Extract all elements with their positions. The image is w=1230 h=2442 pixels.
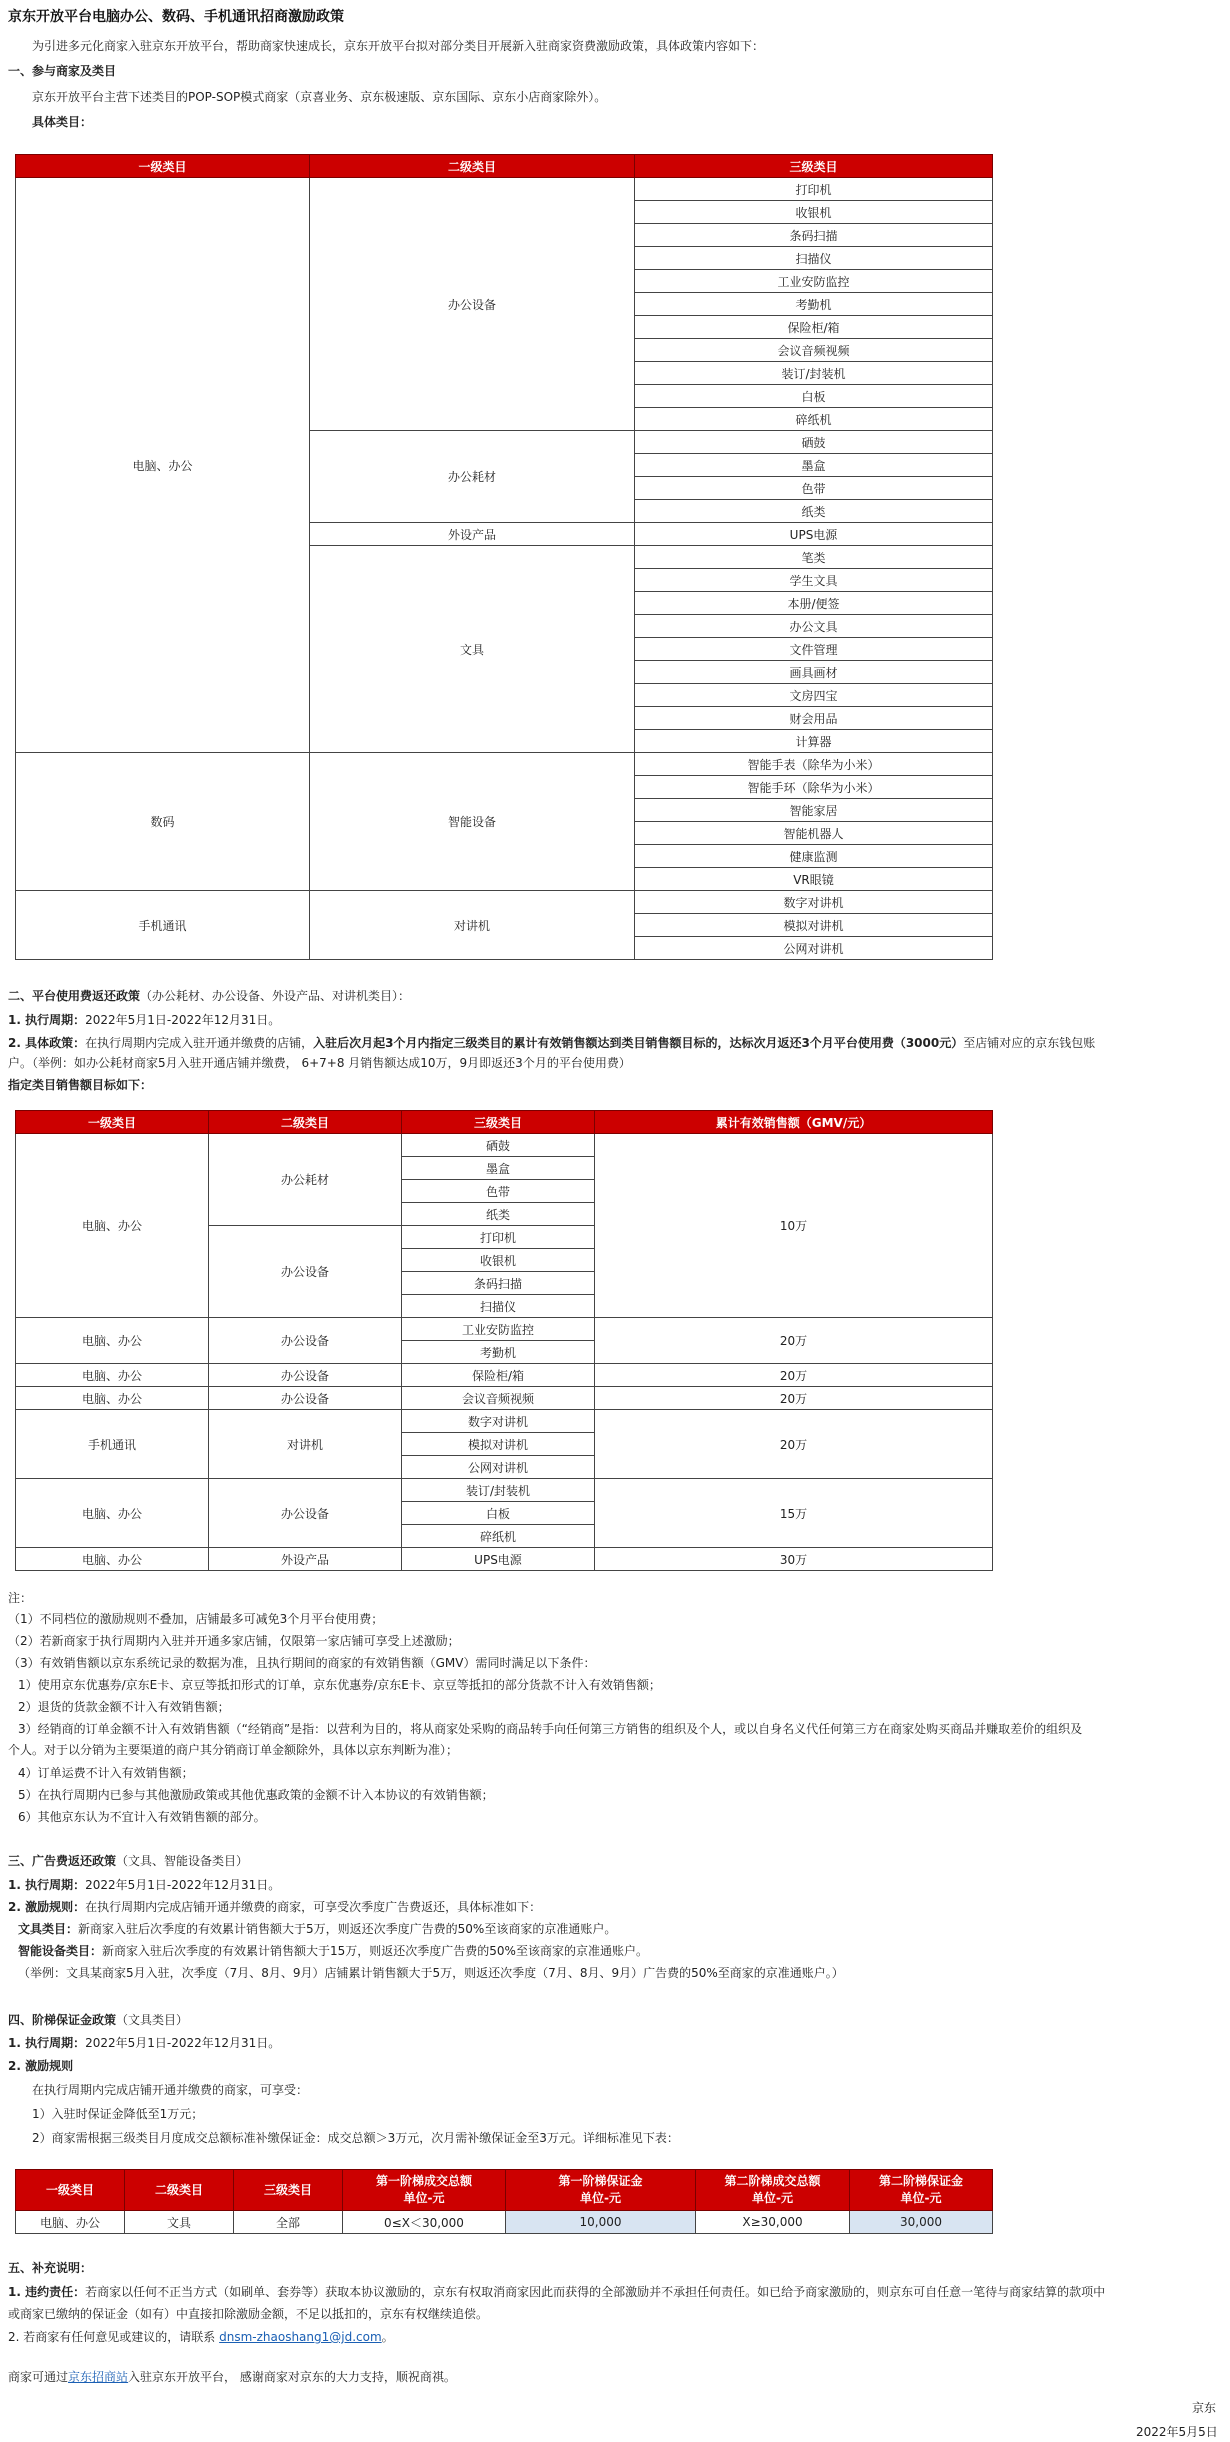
level3-category: 公网对讲机 [635, 937, 993, 960]
level3-category: 模拟对讲机 [635, 914, 993, 937]
signature-date: 2022年5月5日 [1136, 2425, 1218, 2439]
level3-category: 工业安防监控 [402, 1318, 595, 1341]
level3-category: 智能机器人 [635, 822, 993, 845]
level3-category: 画具画材 [635, 661, 993, 684]
header-label: 第一阶梯保证金 [558, 2174, 643, 2188]
section5-liability: 1. 违约责任：若商家以任何不正当方式（如刷单、套券等）获取本协议激励的，京东有权取消商家因此而获得的全部激励并不承担任何责任。如已给予商家激励的，则京东可自任意一笔待与商家结算的款项中 [8, 2285, 1106, 2299]
deposit-table [15, 2169, 993, 2234]
level3-category: UPS电源 [402, 1548, 595, 1571]
page-title: 京东开放平台电脑办公、数码、手机通讯招商激励政策 [8, 9, 344, 25]
closing-text: 商家可通过京东招商站入驻京东开放平台， 感谢商家对京东的大力支持，顺祝商祺。 [8, 2370, 456, 2384]
section5-liability-2: 或商家已缴纳的保证金（如有）中直接扣除激励金额，不足以抵扣的，京东有权继续追偿。 [8, 2307, 489, 2321]
gmv-target: 20万 [595, 1364, 993, 1387]
level2-category: 智能设备 [310, 753, 635, 891]
level3-category: 装订/封装机 [635, 362, 993, 385]
header-label: 第二阶梯保证金 [878, 2174, 963, 2188]
level3-category: 智能手表（除华为小米） [635, 753, 993, 776]
table-header: 一级类目 [16, 1111, 209, 1134]
table-cell: 10,000 [506, 2211, 696, 2234]
level2-category: 外设产品 [310, 523, 635, 546]
contact-email-link[interactable]: dnsm-zhaoshang1@jd.com [219, 2330, 382, 2344]
section4-rule: 2. 激励规则 [8, 2059, 74, 2073]
note-line: 6）其他京东认为不宜计入有效销售额的部分。 [18, 1810, 266, 1824]
sales-target-table [15, 1110, 993, 1571]
level3-category: 碎纸机 [635, 408, 993, 431]
level3-category: 会议音频视频 [635, 339, 993, 362]
table-row [16, 1364, 993, 1387]
header-unit: 单位-元 [403, 2191, 445, 2205]
header-label: 第二阶梯成交总额 [724, 2174, 821, 2188]
level3-category: 智能手环（除华为小米） [635, 776, 993, 799]
table-row [16, 1548, 993, 1571]
section3-smart: 智能设备类目：新商家入驻后次季度的有效累计销售额大于15万，则返还次季度广告费的50%至该商家的京准通账户。 [18, 1944, 648, 1958]
table-cell: 0≤X＜30,000 [343, 2211, 506, 2234]
table-row [16, 2211, 993, 2234]
section3-example: （举例：文具某商家5月入驻，次季度（7月、8月、9月）店铺累计销售额大于5万，则返还次季度（7月、8月、9月）广告费的50%至商家的京准通账户。） [18, 1966, 844, 1980]
table-row [16, 1479, 993, 1502]
note-line: 1）使用京东优惠券/京东E卡、京豆等抵扣形式的订单，京东优惠券/京东E卡、京豆等抵扣的部分货款不计入有效销售额； [18, 1678, 661, 1692]
section2-period: 1. 执行周期：2022年5月1日-2022年12月31日。 [8, 1013, 281, 1027]
level3-category: 扫描仪 [635, 247, 993, 270]
level3-category: 打印机 [635, 178, 993, 201]
level3-category: 收银机 [402, 1249, 595, 1272]
gmv-target: 20万 [595, 1410, 993, 1479]
table-row [16, 1134, 993, 1157]
level3-category: 数字对讲机 [402, 1410, 595, 1433]
gmv-target: 10万 [595, 1134, 993, 1318]
level3-category: 条码扫描 [402, 1272, 595, 1295]
level2-category: 对讲机 [310, 891, 635, 960]
level2-category: 文具 [310, 546, 635, 753]
gmv-target: 20万 [595, 1387, 993, 1410]
level1-category: 电脑、办公 [16, 178, 310, 753]
header-unit: 单位-元 [580, 2191, 621, 2205]
level3-category: 工业安防监控 [635, 270, 993, 293]
level1-category: 电脑、办公 [16, 1134, 209, 1318]
table-row [16, 891, 993, 914]
level1-category: 电脑、办公 [16, 1479, 209, 1548]
header-label: 第一阶梯成交总额 [375, 2174, 472, 2188]
section3-period: 1. 执行周期：2022年5月1日-2022年12月31日。 [8, 1878, 281, 1892]
gmv-target: 15万 [595, 1479, 993, 1548]
level3-category: 健康监测 [635, 845, 993, 868]
level3-category: UPS电源 [635, 523, 993, 546]
level3-category: 模拟对讲机 [402, 1433, 595, 1456]
table-header [343, 2170, 506, 2211]
level1-category: 电脑、办公 [16, 1318, 209, 1364]
note-line: 2）退货的货款金额不计入有效销售额； [18, 1700, 230, 1714]
level3-category: 学生文具 [635, 569, 993, 592]
level2-category: 外设产品 [209, 1548, 402, 1571]
level3-category: 公网对讲机 [402, 1456, 595, 1479]
level3-category: 办公文具 [635, 615, 993, 638]
table-header: 一级类目 [16, 155, 310, 178]
table-cell: 文具 [125, 2211, 234, 2234]
level2-category: 办公设备 [209, 1226, 402, 1318]
level1-category: 电脑、办公 [16, 1387, 209, 1410]
header-unit: 单位-元 [900, 2191, 942, 2205]
level3-category: 保险柜/箱 [635, 316, 993, 339]
level3-category: 考勤机 [402, 1341, 595, 1364]
level3-category: 考勤机 [635, 293, 993, 316]
section2-policy: 2. 具体政策：在执行周期内完成入驻开通并缴费的店铺，入驻后次月起3个月内指定三级类目的累计有效销售额达到类目销售额目标的，达标次月返还3个月平台使用费（3000元）至店铺对应的京东钱包账 [8, 1036, 1096, 1050]
level2-category: 办公设备 [209, 1479, 402, 1548]
level1-category: 手机通讯 [16, 1410, 209, 1479]
level3-category: 墨盒 [635, 454, 993, 477]
level2-category: 办公设备 [209, 1387, 402, 1410]
table-header [16, 2170, 125, 2211]
level1-category: 电脑、办公 [16, 1364, 209, 1387]
section5-heading: 五、补充说明： [8, 2261, 93, 2275]
table-cell: X≥30,000 [696, 2211, 850, 2234]
section2-heading: 二、平台使用费返还政策（办公耗材、办公设备、外设产品、对讲机类目）： [8, 989, 411, 1003]
table-header [234, 2170, 343, 2211]
note-line: （3）有效销售额以京东系统记录的数据为准，且执行期间的商家的有效销售额（GMV）需同时满足以下条件： [8, 1656, 596, 1670]
level3-category: 纸类 [635, 500, 993, 523]
section2-sub: 指定类目销售额目标如下： [8, 1078, 153, 1092]
level3-category: 碎纸机 [402, 1525, 595, 1548]
level3-category: 色带 [635, 477, 993, 500]
note-line: （1）不同档位的激励规则不叠加，店铺最多可减免3个月平台使用费； [8, 1612, 384, 1626]
level2-category: 办公耗材 [209, 1134, 402, 1226]
level1-category: 数码 [16, 753, 310, 891]
section4-period: 1. 执行周期：2022年5月1日-2022年12月31日。 [8, 2036, 281, 2050]
section5-contact: 2. 若商家有任何意见或建议的，请联系 dnsm-zhaoshang1@jd.com。 [8, 2330, 394, 2344]
gmv-target: 20万 [595, 1318, 993, 1364]
header-unit: 单位-元 [752, 2191, 793, 2205]
table-header [125, 2170, 234, 2211]
table-row [16, 1318, 993, 1341]
level3-category: 文房四宝 [635, 684, 993, 707]
section4-rule-text: 在执行周期内完成店铺开通并缴费的商家，可享受： [32, 2083, 309, 2097]
table-header: 二级类目 [209, 1111, 402, 1134]
section4-rule-2: 2）商家需根据三级类目月度成交总额标准补缴保证金：成交总额＞3万元，次月需补缴保证金至3万元。详细标准见下表： [32, 2131, 679, 2145]
level3-category: 数字对讲机 [635, 891, 993, 914]
level3-category: 会议音频视频 [402, 1387, 595, 1410]
level3-category: 硒鼓 [402, 1134, 595, 1157]
table-header [850, 2170, 993, 2211]
level3-category: VR眼镜 [635, 868, 993, 891]
note-line: 4）订单运费不计入有效销售额； [18, 1766, 194, 1780]
level3-category: 智能家居 [635, 799, 993, 822]
table-row [16, 753, 993, 776]
level3-category: 计算器 [635, 730, 993, 753]
note-line: 个人。对于以分销为主要渠道的商户其分销商订单金额除外，具体以京东判断为准）； [8, 1743, 459, 1757]
section1-text: 京东开放平台主营下述类目的POP-SOP模式商家（京喜业务、京东极速版、京东国际、京东小店商家除外）。 [32, 90, 607, 104]
jd-recruit-link[interactable]: 京东招商站 [68, 2370, 129, 2384]
level3-category: 保险柜/箱 [402, 1364, 595, 1387]
section3-rule: 2. 激励规则：在执行周期内完成店铺开通并缴费的商家，可享受次季度广告费返还，具体标准如下： [8, 1900, 542, 1914]
level3-category: 白板 [402, 1502, 595, 1525]
level2-category: 对讲机 [209, 1410, 402, 1479]
table-row [16, 1387, 993, 1410]
table-header: 累计有效销售额（GMV/元） [595, 1111, 993, 1134]
table-header: 三级类目 [635, 155, 993, 178]
level3-category: 扫描仪 [402, 1295, 595, 1318]
section3-heading: 三、广告费返还政策（文具、智能设备类目） [8, 1854, 249, 1868]
table-cell: 30,000 [850, 2211, 993, 2234]
section4-rule-1: 1）入驻时保证金降低至1万元； [32, 2107, 204, 2121]
section3-stationery: 文具类目：新商家入驻后次季度的有效累计销售额大于5万，则返还次季度广告费的50%至该商家的京准通账户。 [18, 1922, 617, 1936]
section1-heading: 一、参与商家及类目 [8, 64, 117, 78]
signature-org: 京东 [1192, 2401, 1217, 2415]
level3-category: 财会用品 [635, 707, 993, 730]
note-line: 5）在执行周期内已参与其他激励政策或其他优惠政策的金额不计入本协议的有效销售额； [18, 1788, 494, 1802]
table-header: 二级类目 [310, 155, 635, 178]
table-header [506, 2170, 696, 2211]
table-header [696, 2170, 850, 2211]
level3-category: 纸类 [402, 1203, 595, 1226]
section1-sub: 具体类目： [32, 115, 93, 129]
header-label: 一级类目 [45, 2182, 94, 2197]
level1-category: 手机通讯 [16, 891, 310, 960]
header-label: 三级类目 [263, 2182, 312, 2197]
table-cell: 全部 [234, 2211, 343, 2234]
level3-category: 硒鼓 [635, 431, 993, 454]
level3-category: 白板 [635, 385, 993, 408]
level2-category: 办公设备 [209, 1318, 402, 1364]
level2-category: 办公设备 [310, 178, 635, 431]
level3-category: 本册/便签 [635, 592, 993, 615]
level3-category: 打印机 [402, 1226, 595, 1249]
level3-category: 笔类 [635, 546, 993, 569]
level3-category: 文件管理 [635, 638, 993, 661]
level2-category: 办公设备 [209, 1364, 402, 1387]
intro-text: 为引进多元化商家入驻京东开放平台，帮助商家快速成长，京东开放平台拟对部分类目开展新入驻商家资费激励政策，具体政策内容如下： [32, 39, 765, 53]
notes-label: 注： [8, 1591, 33, 1605]
note-line: （2）若新商家于执行周期内入驻并开通多家店铺，仅限第一家店铺可享受上述激励； [8, 1634, 460, 1648]
level3-category: 收银机 [635, 201, 993, 224]
gmv-target: 30万 [595, 1548, 993, 1571]
level1-category: 电脑、办公 [16, 1548, 209, 1571]
level3-category: 墨盒 [402, 1157, 595, 1180]
table-row [16, 178, 993, 201]
level2-category: 办公耗材 [310, 431, 635, 523]
header-label: 二级类目 [154, 2182, 203, 2197]
table-row [16, 1410, 993, 1433]
section4-heading: 四、阶梯保证金政策（文具类目） [8, 2013, 189, 2027]
category-table [15, 154, 993, 960]
section2-example: 户。（举例：如办公耗材商家5月入驻开通店铺并缴费， 6+7+8 月销售额达成10万，9月即返还3个月的平台使用费） [8, 1056, 631, 1070]
table-cell: 电脑、办公 [16, 2211, 125, 2234]
level3-category: 色带 [402, 1180, 595, 1203]
note-line: 3）经销商的订单金额不计入有效销售额（“经销商”是指：以营利为目的，将从商家处采购的商品转手向任何第三方销售的组织及个人，或以自身名义代任何第三方在商家处购买商品并赚取差价的组织及 [18, 1722, 1083, 1736]
level3-category: 装订/封装机 [402, 1479, 595, 1502]
level3-category: 条码扫描 [635, 224, 993, 247]
table-header: 三级类目 [402, 1111, 595, 1134]
